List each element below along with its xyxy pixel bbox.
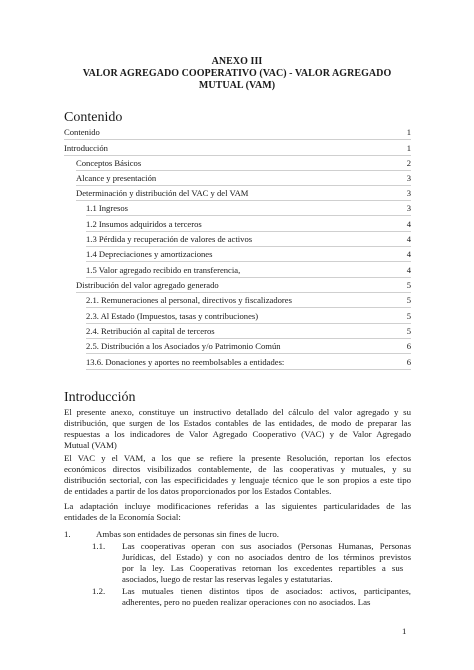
document-title xyxy=(0,56,474,92)
toc-entry-title: 2.1. Remuneraciones al personal, directivos y fiscalizadores xyxy=(86,295,292,305)
toc-entry-page: 3 xyxy=(406,173,411,183)
toc-entry-page: 5 xyxy=(406,311,411,321)
paragraph-line: El presente anexo, constituye un instructivo detallado del cálculo del valor agregado y su xyxy=(64,407,411,417)
toc-entry[interactable] xyxy=(76,185,411,201)
paragraph-line: El VAC y el VAM, a los que se refiere la presente Resolución, reportan los efectos xyxy=(64,453,411,463)
intro-paragraph-1 xyxy=(64,407,411,451)
toc-entry-page: 1 xyxy=(406,127,411,137)
toc-entry-title: 2.3. Al Estado (Impuestos, tasas y contribuciones) xyxy=(86,311,259,321)
sub-item-body xyxy=(122,586,411,608)
toc-entry-title: Contenido xyxy=(64,127,100,137)
page-number: 1 xyxy=(402,626,407,636)
sub-item-line: adherentes, pero no pueden realizar operaciones con no asociados. Las xyxy=(122,596,371,607)
toc-entry-page: 4 xyxy=(406,219,411,229)
toc-entry-page: 3 xyxy=(406,203,411,213)
sub-item-line: por la ley. Las Cooperativas retornan los excedentes repartibles a sus xyxy=(122,562,404,573)
toc-entry-page: 4 xyxy=(406,249,411,259)
toc-entry[interactable] xyxy=(86,338,411,354)
sub-item-line: asociados, luego de restar las reservas legales y estatutarias. xyxy=(122,573,333,584)
toc-entry[interactable] xyxy=(86,246,411,262)
toc-entry[interactable] xyxy=(86,292,411,308)
toc-entry-title: Introducción xyxy=(64,143,108,153)
intro-paragraph-3 xyxy=(64,501,411,523)
title-line-annex: ANEXO III xyxy=(211,56,263,67)
toc-entry-title: Conceptos Básicos xyxy=(76,158,142,168)
toc-entry-title: 1.2 Insumos adquiridos a terceros xyxy=(86,219,202,229)
paragraph-line: distribución, que surgen de los Estados contables de las entidades, de modo de preparar las xyxy=(64,417,411,428)
paragraph-line: La adaptación incluye modificaciones referidas a las siguientes particularidades de las xyxy=(64,501,411,511)
toc-entry[interactable] xyxy=(86,323,411,339)
toc-entry-page: 4 xyxy=(406,265,411,275)
intro-paragraph-2 xyxy=(64,453,411,497)
toc-entry-title: 13.6. Donaciones y aportes no reembolsables a entidades: xyxy=(86,357,285,367)
sub-item-line: Las cooperativas operan con sus asociados (Personas Humanas, Personas xyxy=(122,541,411,551)
sub-item-line: Jurídicas, del Estado) y con no asociados dentro de los términos previstos xyxy=(122,551,411,562)
sub-item-number: 1.2. xyxy=(92,586,106,596)
toc-entry[interactable] xyxy=(86,262,411,278)
paragraph-line: económicos directos visibilizados contablemente, de las cooperativas y mutuales, y su xyxy=(64,463,411,474)
toc-entry-title: 1.1 Ingresos xyxy=(86,203,129,213)
title-line-main: VALOR AGREGADO COOPERATIVO (VAC) - VALOR AGREGADO xyxy=(82,68,392,79)
toc-entry-title: 1.4 Depreciaciones y amortizaciones xyxy=(86,249,213,259)
introduction-heading: Introducción xyxy=(64,390,136,405)
toc-entry-page: 6 xyxy=(406,341,411,351)
paragraph-line: de entidades a partir de los datos proporcionados por los Estados Contables. xyxy=(64,485,332,496)
toc-entry[interactable] xyxy=(86,231,411,247)
toc-entry[interactable] xyxy=(76,170,411,186)
toc-entry-page: 3 xyxy=(406,188,411,198)
toc-entry[interactable] xyxy=(86,200,411,216)
paragraph-line: distribución sectorial, con las especificidades y lenguaje técnico que le son propios a este tipo xyxy=(64,474,411,485)
toc-entry-page: 2 xyxy=(406,158,411,168)
toc-entry-title: 2.5. Distribución a los Asociados y/o Patrimonio Común xyxy=(86,341,281,351)
toc-entry-page: 5 xyxy=(406,326,411,336)
toc-entry-title: 2.4. Retribución al capital de terceros xyxy=(86,326,215,336)
toc-entry[interactable] xyxy=(86,308,411,324)
toc-entry-title: Determinación y distribución del VAC y del VAM xyxy=(76,188,249,198)
toc-entry-page: 4 xyxy=(406,234,411,244)
toc-entry[interactable] xyxy=(86,216,411,232)
toc-entry[interactable] xyxy=(64,124,411,140)
toc-entry-page: 1 xyxy=(406,143,411,153)
toc-entry-page: 5 xyxy=(406,295,411,305)
list-item-text: Ambas son entidades de personas sin fines de lucro. xyxy=(96,529,279,539)
sub-item-number: 1.1. xyxy=(92,541,106,551)
toc-entry-title: 1.3 Pérdida y recuperación de valores de activos xyxy=(86,234,253,244)
paragraph-line: Mutual (VAM) xyxy=(64,439,117,450)
toc-entry[interactable] xyxy=(64,140,411,156)
toc-entry[interactable] xyxy=(76,155,411,171)
sub-item-body xyxy=(122,541,411,585)
toc-divider xyxy=(86,369,411,370)
sub-item-line: Las mutuales tienen distintos tipos de asociados: activos, participantes, xyxy=(122,586,411,596)
numbered-list xyxy=(64,529,411,629)
toc-entry-title: 1.5 Valor agregado recibido en transferencia, xyxy=(86,265,241,275)
contents-heading: Contenido xyxy=(64,110,123,125)
toc-entry-page: 6 xyxy=(406,357,411,367)
toc-entry-title: Distribución del valor agregado generado xyxy=(76,280,219,290)
list-item-number: 1. xyxy=(64,529,71,539)
toc-entry[interactable] xyxy=(76,277,411,293)
toc-entry[interactable] xyxy=(86,354,411,370)
title-line-sub: MUTUAL (VAM) xyxy=(198,80,276,91)
toc-entry-title: Alcance y presentación xyxy=(76,173,157,183)
paragraph-line: entidades de la Economía Social: xyxy=(64,511,181,522)
toc-entry-page: 5 xyxy=(406,280,411,290)
paragraph-line: respuestas a los indicadores de Valor Agregado Cooperativo (VAC) y de Valor Agregado xyxy=(64,428,411,439)
